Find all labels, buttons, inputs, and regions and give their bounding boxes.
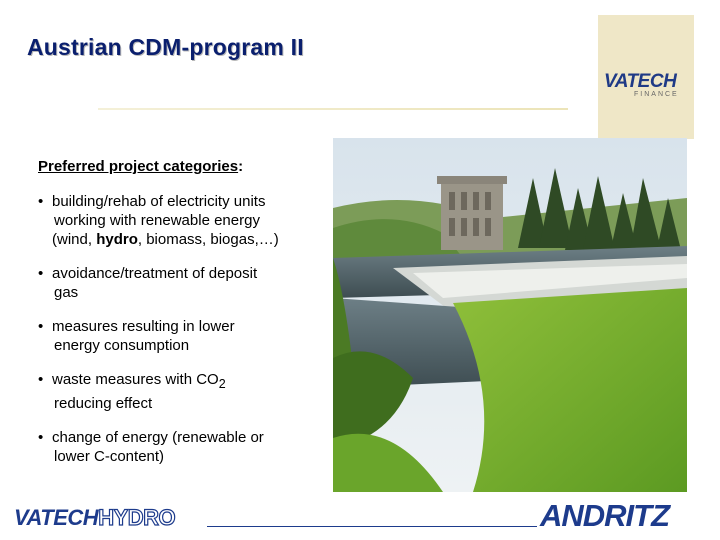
bullet-dot: •: [38, 318, 44, 335]
list-item: [38, 370, 328, 413]
heading-text: Preferred project categories: [38, 158, 239, 175]
photo-illustration: [333, 138, 687, 492]
bullet-line: lower C-content): [54, 448, 165, 465]
bullet-line: reducing effect: [54, 395, 153, 412]
bullet-line: change of energy (renewable or: [52, 429, 264, 446]
list-item: [38, 428, 328, 466]
text-part: (wind,: [52, 231, 97, 248]
logo-text-main: VATECH: [604, 71, 677, 92]
text-part: waste measures with CO: [52, 371, 219, 388]
bullet-line: working with renewable energy: [54, 212, 260, 229]
bullet-dot: •: [38, 371, 44, 388]
bullet-dot: •: [38, 265, 44, 282]
bullet-line: energy consumption: [54, 337, 190, 354]
bullet-dot: •: [38, 193, 44, 210]
slide-title: Austrian CDM-program II: [27, 34, 304, 60]
bullet-line: building/rehab of electricity units: [52, 193, 266, 210]
heading-colon: :: [238, 158, 244, 175]
vatech-hydro-logo: [14, 505, 175, 531]
text-part: , biomass, biogas,…): [137, 231, 279, 248]
bullet-dot: •: [38, 429, 44, 446]
andritz-logo: ANDRITZ: [540, 498, 670, 533]
list-item: [38, 192, 328, 249]
logo-part-vatech: VATECH: [14, 505, 99, 530]
logo-part-hydro: HYDRO: [98, 505, 176, 530]
title-divider: [98, 108, 568, 110]
bullet-line: [52, 230, 328, 249]
bullet-line: gas: [54, 284, 79, 301]
bullet-line: avoidance/treatment of deposit: [52, 265, 258, 282]
bullet-list: [38, 192, 328, 481]
bullet-line: [52, 370, 328, 394]
text-bold: hydro: [96, 231, 138, 248]
hydro-dam-photo: [333, 138, 687, 492]
logo-text-sub: FINANCE: [634, 91, 679, 98]
footer-divider: [207, 526, 537, 527]
bullet-line: measures resulting in lower: [52, 318, 235, 335]
list-item: [38, 264, 328, 302]
vatech-finance-logo: [598, 15, 694, 139]
list-item: [38, 317, 328, 355]
subscript: 2: [218, 377, 226, 391]
categories-heading: [38, 158, 243, 175]
